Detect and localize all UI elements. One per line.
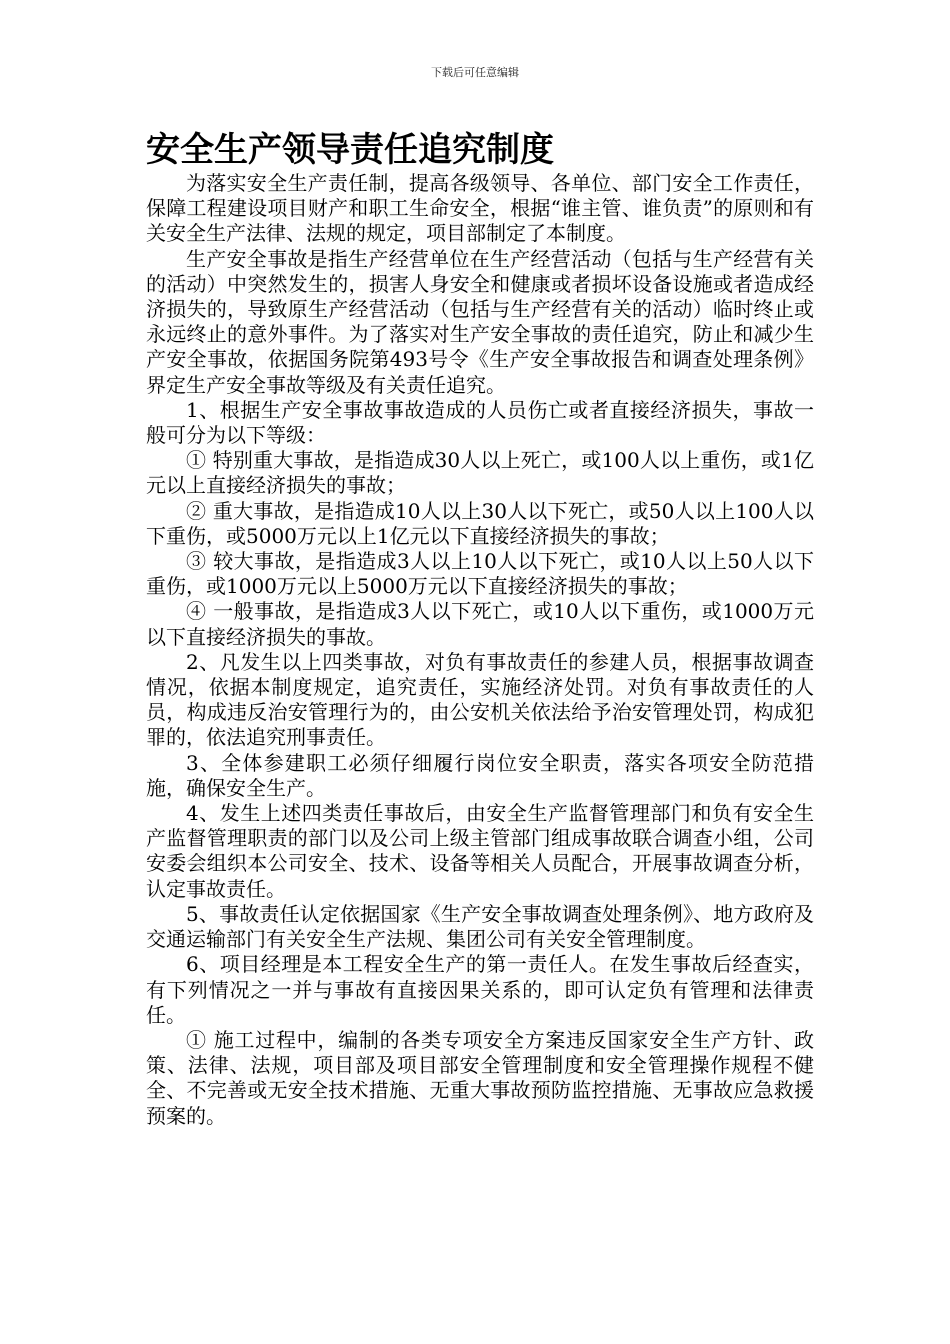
paragraph-clause-2: 2、凡发生以上四类事故，对负有事故责任的参建人员，根据事故调查情况，依据本制度规定，追究责任，实施经济处罚。对负有事故责任的人员，构成违反治安管理行为的，由公安机关依法给予治安管理处罚，构成犯罪的，依法追究刑事责任。 xyxy=(146,649,814,750)
paragraph-level-especially-major: ① 特别重大事故，是指造成30人以上死亡，或100人以上重伤，或1亿元以上直接经济损失的事故； xyxy=(146,448,814,498)
paragraph-clause-3: 3、全体参建职工必须仔细履行岗位安全职责，落实各项安全防范措施，确保安全生产。 xyxy=(146,750,814,800)
page-header: 下载后可任意编辑 xyxy=(431,66,519,79)
paragraph-clause-1: 1、根据生产安全事故事故造成的人员伤亡或者直接经济损失，事故一般可分为以下等级： xyxy=(146,397,814,448)
paragraph-level-major: ② 重大事故，是指造成10人以上30人以下死亡，或50人以上100人以下重伤，或5000万元以上1亿元以下直接经济损失的事故； xyxy=(146,498,814,548)
document-title: 安全生产领导责任追究制度 xyxy=(146,130,554,170)
paragraph-intro: 为落实安全生产责任制，提高各级领导、各单位、部门安全工作责任，保障工程建设项目财产和职工生命安全，根据“谁主管、谁负责”的原则和有关安全生产法律、法规的规定，项目部制定了本制度。 xyxy=(146,171,814,246)
paragraph-clause-6: 6、项目经理是本工程安全生产的第一责任人。在发生事故后经查实，有下列情况之一并与事故有直接因果关系的，即可认定负有管理和法律责任。 xyxy=(146,952,814,1027)
paragraph-clause-4: 4、发生上述四类责任事故后，由安全生产监督管理部门和负有安全生产监督管理职责的部门以及公司上级主管部门组成事故联合调查小组，公司安委会组织本公司安全、技术、设备等相关人员配合，开展事故调查分析，认定事故责任。 xyxy=(146,801,814,901)
paragraph-level-general: ④ 一般事故，是指造成3人以下死亡，或10人以下重伤，或1000万元以下直接经济损失的事故。 xyxy=(146,599,814,649)
paragraph-clause-5: 5、事故责任认定依据国家《生产安全事故调查处理条例》、地方政府及交通运输部门有关安全生产法规、集团公司有关安全管理制度。 xyxy=(146,901,814,952)
document-body xyxy=(146,171,814,1129)
paragraph-level-large: ③ 较大事故，是指造成3人以上10人以下死亡，或10人以上50人以下重伤，或1000万元以上5000万元以下直接经济损失的事故； xyxy=(146,549,814,599)
paragraph-definition: 生产安全事故是指生产经营单位在生产经营活动（包括与生产经营有关的活动）中突然发生的，损害人身安全和健康或者损坏设备设施或者造成经济损失的，导致原生产经营活动（包括与生产经营有关的活动）临时终止或永远终止的意外事件。为了落实对生产安全事故的责任追究，防止和减少生产安全事故，依据国务院第493号令《生产安全事故报告和调查处理条例》界定生产安全事故等级及有关责任追究。 xyxy=(146,246,814,397)
paragraph-clause-6-item-1: ① 施工过程中，编制的各类专项安全方案违反国家安全生产方针、政策、法律、法规，项目部及项目部安全管理制度和安全管理操作规程不健全、不完善或无安全技术措施、无重大事故预防监控措施、无事故应急救援预案的。 xyxy=(146,1027,814,1128)
